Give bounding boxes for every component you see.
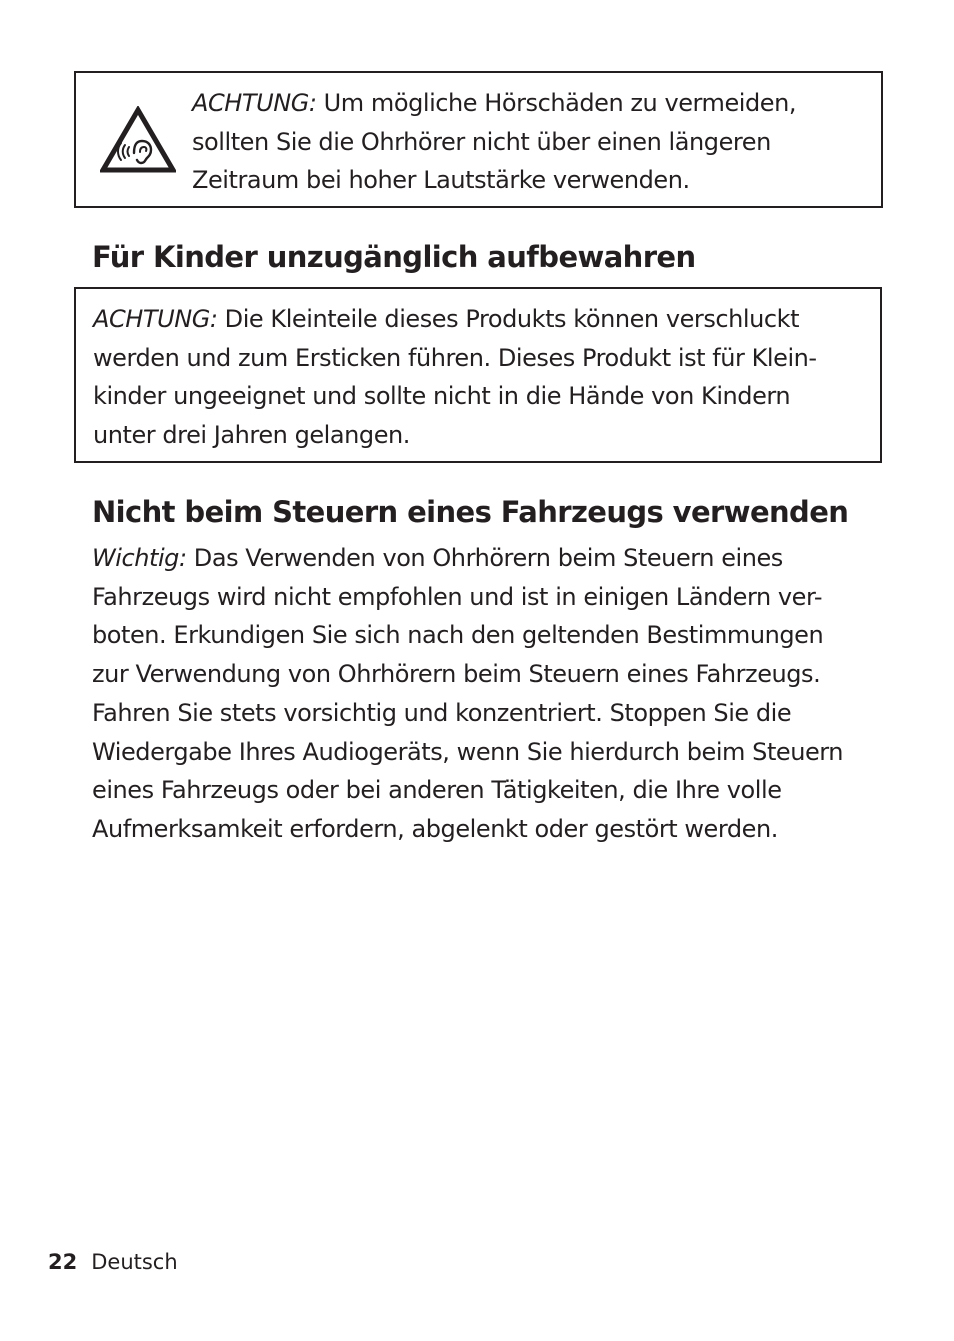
warning-line: kinder ungeeignet und sollte nicht in die Hände von Kindern	[93, 382, 791, 411]
footer-language: Deutsch	[91, 1250, 178, 1274]
hearing-warning-icon	[100, 106, 176, 174]
warning-line: sollten Sie die Ohrhörer nicht über einen längeren	[192, 127, 771, 156]
paragraph-line: boten. Erkundigen Sie sich nach den geltenden Bestimmungen	[92, 621, 824, 650]
hearing-warning-box	[74, 71, 883, 208]
driving-paragraph	[92, 539, 843, 849]
warning-line: Um mögliche Hörschäden zu vermeiden,	[316, 89, 797, 117]
choking-warning-box	[74, 287, 882, 463]
warning-line: werden und zum Ersticken führen. Dieses Produkt ist für Klein-	[93, 343, 817, 372]
section-heading-driving: Nicht beim Steuern eines Fahrzeugs verwenden	[92, 495, 849, 529]
warning-line: Die Kleinteile dieses Produkts können verschluckt	[217, 305, 800, 333]
paragraph-line: Wiedergabe Ihres Audiogeräts, wenn Sie hierdurch beim Steuern	[92, 737, 844, 766]
paragraph-line: Aufmerksamkeit erfordern, abgelenkt oder gestört werden.	[92, 814, 778, 843]
warning-label: ACHTUNG:	[93, 305, 218, 333]
choking-warning-text	[93, 300, 817, 455]
warning-line: unter drei Jahren gelangen.	[93, 421, 410, 450]
paragraph-line: Das Verwenden von Ohrhörern beim Steuern eines	[186, 544, 783, 572]
paragraph-line: zur Verwendung von Ohrhörern beim Steuern eines Fahrzeugs.	[92, 660, 821, 689]
paragraph-line: Fahrzeugs wird nicht empfohlen und ist in einigen Ländern ver-	[92, 582, 823, 611]
warning-label: ACHTUNG:	[192, 89, 317, 117]
note-label: Wichtig:	[92, 544, 187, 572]
page-number: 22	[48, 1250, 78, 1274]
page-footer	[48, 1249, 178, 1275]
warning-line: Zeitraum bei hoher Lautstärke verwenden.	[192, 166, 690, 195]
section-heading-children: Für Kinder unzugänglich aufbewahren	[92, 240, 696, 274]
paragraph-line: eines Fahrzeugs oder bei anderen Tätigkeiten, die Ihre volle	[92, 776, 782, 805]
paragraph-line: Fahren Sie stets vorsichtig und konzentriert. Stoppen Sie die	[92, 698, 792, 727]
hearing-warning-text	[192, 84, 796, 200]
